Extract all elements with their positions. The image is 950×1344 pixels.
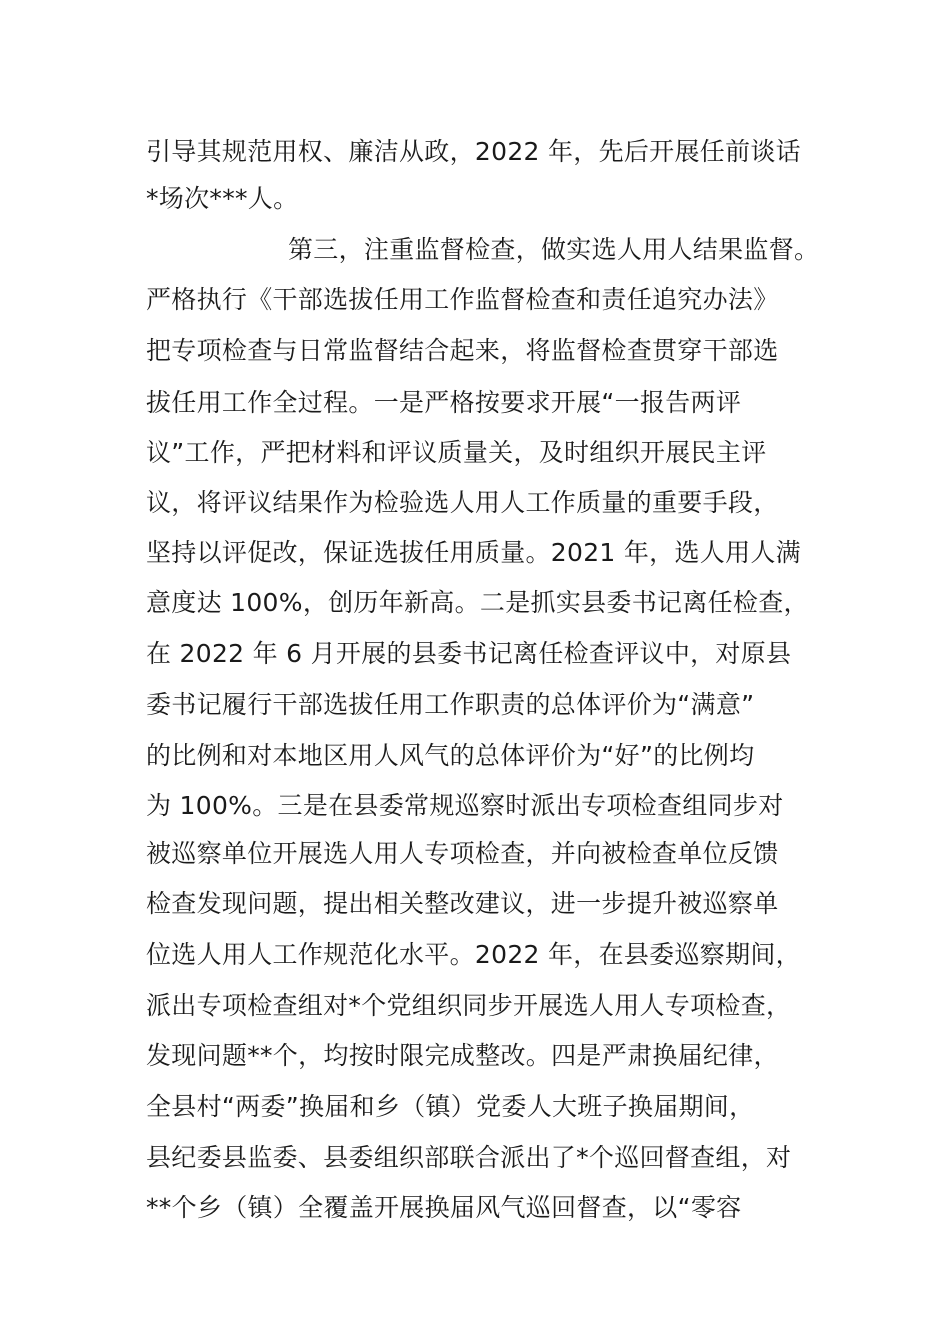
text-line: 拔任用工作全过程。一是严格按要求开展“一报告两评 — [146, 388, 742, 417]
text-line: 全县村“两委”换届和乡（镇）党委人大班子换届期间， — [146, 1092, 755, 1121]
text-line: 为 100%。三是在县委常规巡察时派出专项检查组同步对 — [146, 791, 784, 820]
text-line: 议”工作，严把材料和评议质量关，及时组织开展民主评 — [146, 438, 767, 467]
text-line: 县纪委县监委、县委组织部联合派出了*个巡回督查组，对 — [146, 1143, 792, 1172]
text-line: *场次***人。 — [146, 184, 299, 213]
text-line: 意度达 100%，创历年新高。二是抓实县委书记离任检查， — [146, 588, 809, 617]
text-line: 把专项检查与日常监督结合起来，将监督检查贯穿干部选 — [146, 336, 779, 365]
text-line: 的比例和对本地区用人风气的总体评价为“好”的比例均 — [146, 741, 755, 770]
text-line: 检查发现问题，提出相关整改建议，进一步提升被巡察单 — [146, 889, 779, 918]
text-line: 被巡察单位开展选人用人专项检查，并向被检查单位反馈 — [146, 839, 779, 868]
text-line: 坚持以评促改，保证选拔任用质量。2021 年，选人用人满 — [146, 538, 801, 567]
text-line: 发现问题**个，均按时限完成整改。四是严肃换届纪律， — [146, 1041, 779, 1070]
text-line: 派出专项检查组对*个党组织同步开展选人用人专项检查， — [146, 991, 792, 1020]
text-line: **个乡（镇）全覆盖开展换届风气巡回督查，以“零容 — [146, 1193, 742, 1222]
section-heading-line: 第三，注重监督检查，做实选人用人结果监督。 — [288, 235, 820, 264]
text-line: 委书记履行干部选拔任用工作职责的总体评价为“满意” — [146, 690, 755, 719]
text-line: 引导其规范用权、廉洁从政，2022 年，先后开展任前谈话 — [146, 137, 801, 166]
text-line: 议，将评议结果作为检验选人用人工作质量的重要手段， — [146, 488, 779, 517]
text-line: 严格执行《干部选拔任用工作监督检查和责任追究办法》 — [146, 285, 779, 314]
text-line: 位选人用人工作规范化水平。2022 年，在县委巡察期间， — [146, 940, 801, 969]
text-line: 在 2022 年 6 月开展的县委书记离任检查评议中，对原县 — [146, 639, 792, 668]
